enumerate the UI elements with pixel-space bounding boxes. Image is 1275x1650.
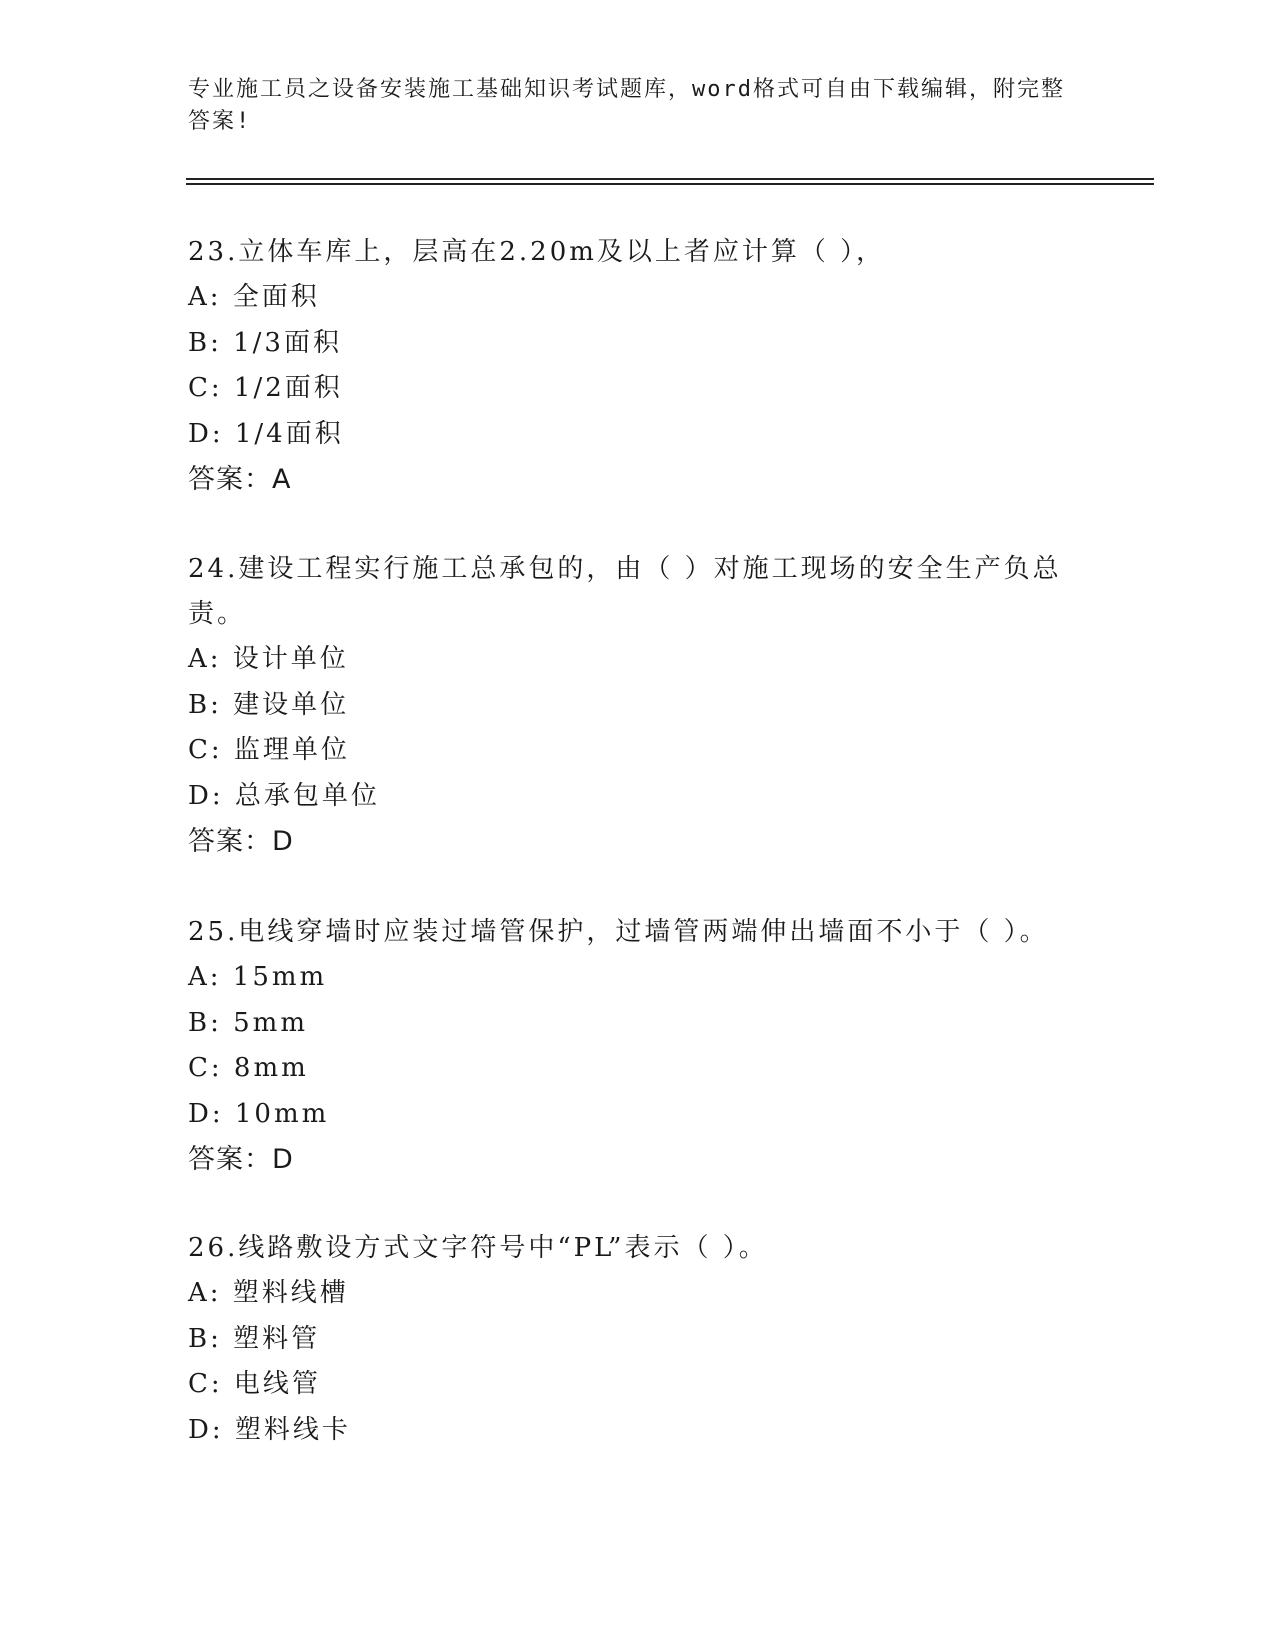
answer-line: 答案：D <box>188 1144 294 1175</box>
header-divider-top <box>186 178 1154 180</box>
option-a: A: 塑料线槽 <box>188 1278 349 1308</box>
answer-line: 答案：A <box>188 464 292 495</box>
option-d: D: 塑料线卡 <box>188 1414 351 1445</box>
document-header: 专业施工员之设备安装施工基础知识考试题库，word格式可自由下载编辑，附完整答案! <box>188 77 1065 134</box>
option-a: A: 全面积 <box>188 282 320 312</box>
option-b: B: 5mm <box>188 1007 308 1038</box>
option-b: B: 建设单位 <box>188 689 350 720</box>
header-divider-bottom <box>186 183 1154 185</box>
option-a: A: 设计单位 <box>188 644 349 674</box>
question-stem: 24.建设工程实行施工总承包的，由（ ）对施工现场的安全生产负总责。 <box>188 554 1062 629</box>
question-stem: 26.线路敷设方式文字符号中“PL”表示（ ）。 <box>188 1233 768 1263</box>
option-c: C: 电线管 <box>188 1369 321 1399</box>
option-c: C: 1/2面积 <box>188 373 343 403</box>
option-b: B: 1/3面积 <box>188 327 342 358</box>
option-b: B: 塑料管 <box>188 1323 321 1354</box>
question-stem: 25.电线穿墙时应装过墙管保护，过墙管两端伸出墙面不小于（ ）。 <box>188 917 1049 947</box>
question-26 <box>188 1226 1088 1453</box>
option-d: D: 1/4面积 <box>188 418 344 449</box>
question-stem: 23.立体车库上，层高在2.20m及以上者应计算（ ）， <box>188 237 886 267</box>
question-23 <box>188 230 1088 502</box>
option-c: C: 8mm <box>188 1053 309 1083</box>
option-a: A: 15mm <box>188 962 328 992</box>
option-d: D: 总承包单位 <box>188 780 380 811</box>
question-24 <box>188 547 1088 864</box>
answer-line: 答案：D <box>188 826 294 857</box>
option-d: D: 10mm <box>188 1098 330 1129</box>
option-c: C: 监理单位 <box>188 735 350 765</box>
question-25 <box>188 910 1088 1182</box>
